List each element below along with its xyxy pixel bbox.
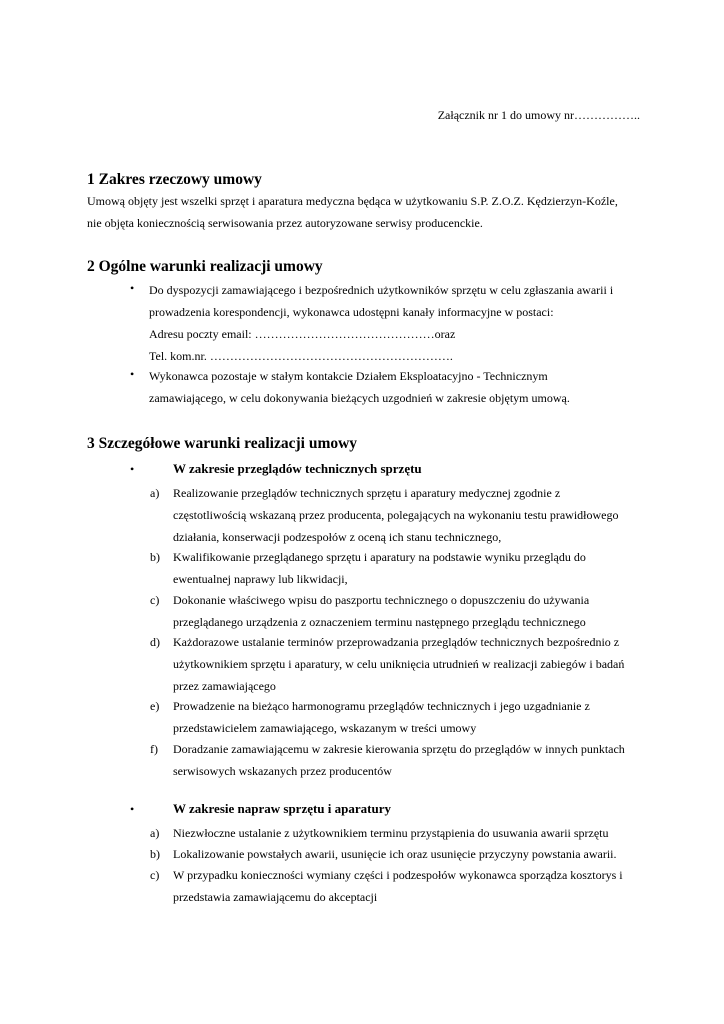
bullet-symbol: •	[130, 462, 135, 476]
section-2-heading: 2 Ogólne warunki realizacji umowy	[87, 258, 323, 275]
list-item-label: c)	[150, 868, 160, 882]
list-item	[173, 695, 643, 739]
list-item-line: Kwalifikowanie przeglądanego sprzętu i aparatury na podstawie wyniku przeglądu do	[173, 550, 586, 564]
list-item-line: Każdorazowe ustalanie terminów przeprowadzania przeglądów technicznych bezpośrednio z	[173, 635, 620, 649]
bullet-line: Wykonawca pozostaje w stałym kontakcie Działem Eksploatacyjno - Technicznym	[149, 369, 548, 383]
list-item-label: d)	[150, 635, 160, 649]
list-item-line: Dokonanie właściwego wpisu do paszportu technicznego o dopuszczeniu do używania	[173, 593, 590, 607]
list-item	[173, 864, 643, 908]
list-item-line: użytkownikiem sprzętu i aparatury, w celu uniknięcia utrudnień w realizacji zabiegów i badań	[173, 657, 625, 671]
list-item-label: e)	[150, 699, 160, 713]
list-item-line: działania, konserwacji podzespołów z oceną ich stanu technicznego,	[173, 530, 502, 544]
list-item-line: przez zamawiającego	[173, 679, 276, 693]
list-item-label: b)	[150, 550, 160, 564]
subsection-title-inspections: W zakresie przeglądów technicznych sprzętu	[173, 461, 422, 476]
bullet-symbol: •	[130, 367, 135, 381]
list-item-label: f)	[150, 742, 158, 756]
section-2-bullet-2	[149, 365, 649, 409]
subsection-title-repairs: W zakresie napraw sprzętu i aparatury	[173, 801, 391, 816]
bullet-line: prowadzenia korespondencji, wykonawca udostępni kanały informacyjne w postaci:	[149, 305, 554, 319]
list-item	[173, 738, 643, 782]
section-1-paragraph	[87, 190, 618, 234]
list-item	[173, 546, 643, 590]
section-2-bullet-1	[149, 279, 649, 367]
email-line: Adresu poczty email: ………………………………………oraz	[149, 327, 456, 341]
list-item-label: c)	[150, 593, 160, 607]
list-item	[173, 482, 643, 548]
paragraph-line: nie objęta koniecznością serwisowania przez autoryzowane serwisy producenckie.	[87, 216, 483, 230]
list-item-line: serwisowych wskazanych przez producentów	[173, 764, 392, 778]
list-item-line: Niezwłoczne ustalanie z użytkownikiem terminu przystąpienia do usuwania awarii sprzętu	[173, 826, 609, 840]
list-item-line: Prowadzenie na bieżąco harmonogramu przeglądów technicznych i jego uzgadnianie z	[173, 699, 590, 713]
list-item	[173, 589, 643, 633]
list-item-line: przedstawicielem zamawiającego, wskazanym w treści umowy	[173, 721, 477, 735]
list-item-line: ewentualnej naprawy lub likwidacji,	[173, 572, 348, 586]
list-item	[173, 843, 643, 865]
bullet-symbol: •	[130, 802, 135, 816]
list-item-line: częstotliwością wskazaną przez producenta, polegających na wykonaniu testu prawidłowego	[173, 508, 619, 522]
list-item	[173, 631, 643, 697]
list-item-label: b)	[150, 847, 160, 861]
phone-line: Tel. kom.nr. …………………………………………………….	[149, 349, 453, 363]
bullet-line: Do dyspozycji zamawiającego i bezpośrednich użytkowników sprzętu w celu zgłaszania awarii i	[149, 283, 614, 297]
annex-header: Załącznik nr 1 do umowy nr……………..	[437, 108, 640, 122]
list-item-line: Lokalizowanie powstałych awarii, usunięcie ich oraz usunięcie przyczyny powstania awarii.	[173, 847, 617, 861]
list-item-line: Realizowanie przeglądów technicznych sprzętu i aparatury medycznej zgodnie z	[173, 486, 561, 500]
list-item-line: przedstawia zamawiającemu do akceptacji	[173, 890, 378, 904]
list-item-label: a)	[150, 486, 160, 500]
list-item	[173, 822, 643, 844]
section-1-heading: 1 Zakres rzeczowy umowy	[87, 171, 262, 188]
section-3-heading: 3 Szczegółowe warunki realizacji umowy	[87, 435, 358, 452]
bullet-symbol: •	[130, 281, 135, 295]
paragraph-line: Umową objęty jest wszelki sprzęt i aparatura medyczna będąca w użytkowaniu S.P. Z.O.Z. Kędzierzyn-Koźle,	[87, 194, 618, 208]
list-item-line: przeglądanego urządzenia z oznaczeniem terminu następnego przeglądu technicznego	[173, 615, 586, 629]
bullet-line: zamawiającego, w celu dokonywania bieżących uzgodnień w zakresie objętym umową.	[149, 391, 570, 405]
list-item-label: a)	[150, 826, 160, 840]
list-item-line: W przypadku konieczności wymiany części i podzespołów wykonawca sporządza kosztorys i	[173, 868, 623, 882]
list-item-line: Doradzanie zamawiającemu w zakresie kierowania sprzętu do przeglądów w innych punktach	[173, 742, 625, 756]
